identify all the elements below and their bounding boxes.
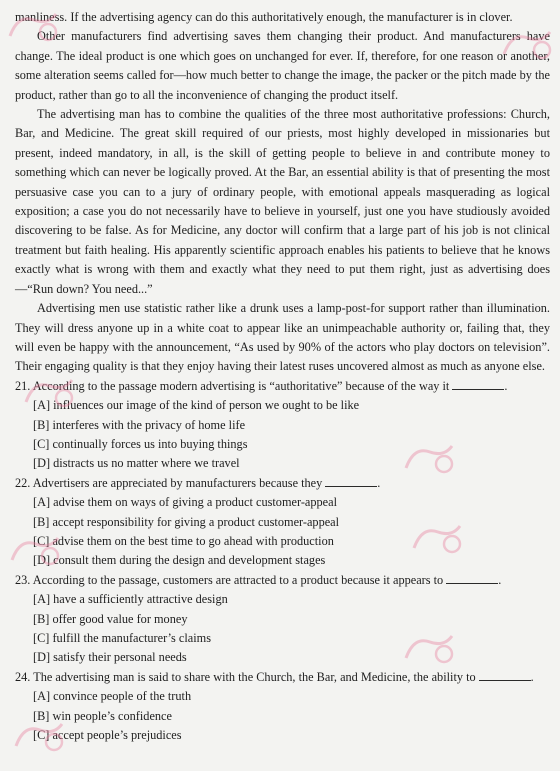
option-list <box>15 493 550 571</box>
answer-blank <box>325 475 377 487</box>
question-24 <box>15 668 550 746</box>
option-c: [C] fulfill the manufacturer’s claims <box>33 631 212 645</box>
option-b: [B] win people’s confidence <box>33 708 172 723</box>
option-c: [C] accept people’s prejudices <box>33 728 182 743</box>
answer-blank <box>479 669 531 681</box>
question-stem: 23. According to the passage, customers are attracted to a product because it appears to . <box>15 572 502 587</box>
option-d: [D] satisfy their personal needs <box>33 650 187 665</box>
option-a: [A] influences our image of the kind of person we ought to be like <box>33 398 360 413</box>
passage-paragraph: Advertising men use statistic rather like a drunk uses a lamp-post-for support rather than illumination. They will dress anyone up in a white coat to appear like an unimpeachable authority or, failing that, they will even be happy with the announcement, “As used by 90% of the actors who play doctors on television”. Their engaging quality is that they enjoy having their latest ruses uncovered almost as much as anyone else. <box>15 301 550 374</box>
passage <box>15 8 550 377</box>
option-a: [A] have a sufficiently attractive design <box>33 592 228 607</box>
option-b: [B] accept responsibility for giving a product customer-appeal <box>33 514 340 529</box>
option-d: [D] consult them during the design and development stages <box>33 553 326 568</box>
answer-blank <box>452 378 504 390</box>
question-stem: 22. Advertisers are appreciated by manufacturers because they . <box>15 475 381 490</box>
option-b: [B] offer good value for money <box>33 611 188 626</box>
passage-paragraph: Other manufacturers find advertising saves them changing their product. And manufacturers have change. The ideal product is one which goes on unchanged for ever. If, therefore, for one reason or another, some alteration seems called for—how much better to change the image, the packer or the pitch made by the product, rather than go to all the inconvenience of changing the product itself. <box>15 29 550 102</box>
option-b: [B] interferes with the privacy of home life <box>33 417 246 432</box>
passage-paragraph: The advertising man has to combine the qualities of the three most authoritative professions: Church, Bar, and Medicine. The great skill required of our priests, most highly developed in missionaries but present, indeed mandatory, in all, is the skill of getting people to believe in and contribute money to something which can never be logically proved. At the Bar, an essential ability is that of presenting the most persuasive case you can to a jury of ordinary people, with emotional appeals masquerading as logical exposition; a case you do not necessarily have to believe in yourself, just one you have studiously avoided discovering to be false. As for Medicine, any doctor will confirm that a large part of his job is not clinical treatment but faith healing. His apparently scientific approach enables his patients to believe that he knows exactly what is wrong with them and exactly what they need to put them right, just as advertising does—“Run down? You need...” <box>15 107 550 296</box>
passage-paragraph: manliness. If the advertising agency can do this authoritatively enough, the manufacturer is in clover. <box>15 10 513 24</box>
option-c: [C] continually forces us into buying things <box>33 436 248 451</box>
option-list <box>15 396 550 474</box>
question-22 <box>15 474 550 571</box>
option-c: [C] advise them on the best time to go ahead with production <box>33 533 334 548</box>
option-list <box>15 687 550 745</box>
option-d: [D] distracts us no matter where we travel <box>33 456 240 471</box>
answer-blank <box>446 572 498 584</box>
question-23 <box>15 571 550 668</box>
option-a: [A] convince people of the truth <box>33 689 192 704</box>
question-21 <box>15 377 550 474</box>
option-a: [A] advise them on ways of giving a product customer-appeal <box>33 495 338 510</box>
option-list <box>15 590 550 668</box>
question-stem: 21. According to the passage modern advertising is “authoritative” because of the way it . <box>15 378 508 393</box>
questions <box>15 377 550 746</box>
question-stem: 24. The advertising man is said to share with the Church, the Bar, and Medicine, the ability to . <box>15 669 534 684</box>
